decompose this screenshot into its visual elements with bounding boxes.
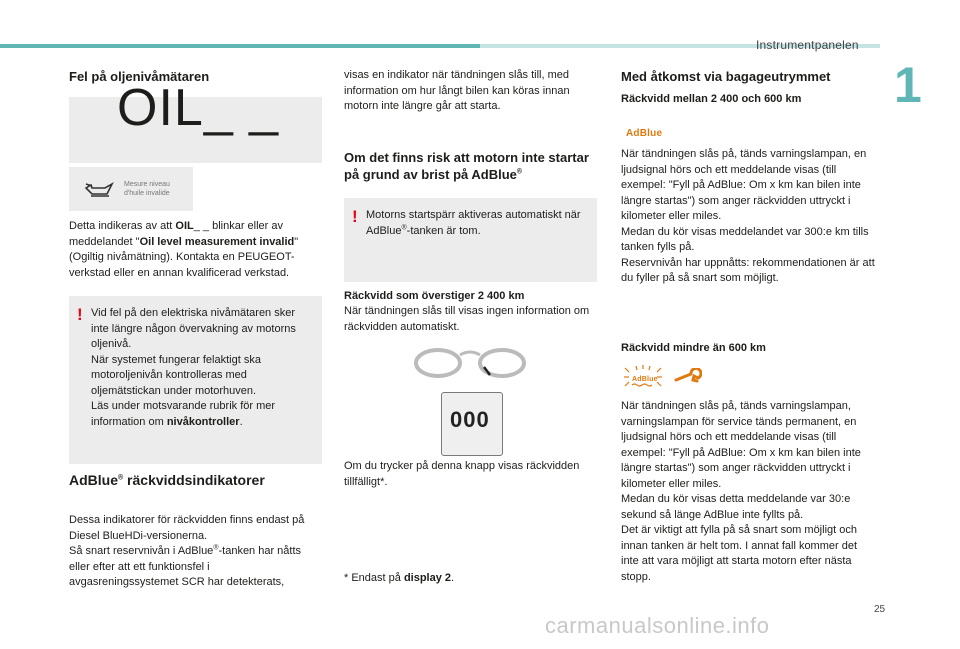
lamp-label-line1: Mesure niveau [124,181,170,188]
paragraph-no-range-info: När tändningen slås till visas ingen information om räckvidden automatiskt. [344,305,590,333]
subheading-range-under-600: Räckvidd mindre än 600 km [621,342,766,354]
paragraph-press-button: Om du trycker på denna knapp visas räckvidden tillfälligt*. [344,460,580,488]
warning-oil-text-3: Läs under motsvarande rubrik för mer information om nivåkontroller. [91,400,276,428]
paragraph-indicator-continued: visas en indikator när tändningen slås till, med information om hur långt bilen kan köras innan motorn inte längre går att starta. [344,69,570,112]
paragraph-range-under-600: När tändningen slås på, tänds varningslampan, varningslampan för service tänds permanent, en ljudsignal hörs och ett meddelande visas (till exempel: "Fyll på AdBlue: Om x km kan bilen inte längre startas") som anger räckvidden uttryckt i kilometer eller miles. Medan du kör visas detta meddelande var 30:e sekund så länge AdBlue inte fyllts på. Det är viktigt att fylla på så snart som möjligt och innan tanken är helt tom. I annat fall kommer det inte att vara möjligt att starta motorn efter nästa stopp. [621,400,861,583]
header-accent-bar [0,44,480,48]
warning-exclamation-icon: ! [77,305,83,324]
paragraph-adblue-intro: Dessa indikatorer för räckvidden finns endast på Diesel BlueHDi-versionerna. Så snart reservnivån i AdBlue®-tanken har nåtts eller efter att ett funktionsfel i avgasreningssystemet SCR har detekterats, [69,514,305,588]
subheading-range-over-2400: Räckvidd som överstiger 2 400 km [344,290,525,302]
warning-oil-text-1: Vid fel på den elektriska nivåmätaren sker inte längre någon övervakning av motorns oljenivå. [91,307,296,350]
oil-warning-lamp-panel [69,167,193,211]
lamp-label-line2: d'huile invalide [124,190,170,197]
warning-exclamation-icon: ! [352,207,358,226]
heading-engine-start-risk: Om det finns risk att motorn inte startar på grund av brist på AdBlue® [344,150,589,182]
adblue-small-label: AdBlue [632,376,658,383]
range-display-digits: 000 [450,407,490,432]
footnote-display-2: * Endast på display 2. [344,572,455,584]
oil-can-icon [83,179,115,199]
paragraph-oil-indication: Detta indikeras av att OIL_ _ blinkar eller av meddelandet "Oil level measurement invalid" (Ogiltig nivåmätning). Kontakta en PEUGEOT-verkstad eller en annan kvalificerad verkstad. [69,220,299,279]
adblue-warning-icon: AdBlue [626,128,663,139]
wrench-service-icon [674,368,702,386]
heading-oil-gauge-fault: Fel på oljenivåmätaren [69,69,210,84]
instrument-cluster-icon [410,345,530,385]
subheading-range-2400-600: Räckvidd mellan 2 400 och 600 km [621,93,802,105]
watermark-text: carmanualsonline.info [545,613,770,638]
warning-box-start-lock: ! Motorns startspärr aktiveras automatiskt när AdBlue®-tanken är tom. [344,198,597,282]
heading-trunk-access: Med åtkomst via bagageutrymmet [621,69,831,84]
range-display-button[interactable] [441,392,503,456]
oil-display-illustration [69,79,322,163]
paragraph-range-2400-600: När tändningen slås på, tänds varningslampan, en ljudsignal hörs och ett meddelande visas (till exempel: "Fyll på AdBlue: Om x km kan bilen inte längre startas") som anger räckvidden uttryckt i kilometer eller miles. Medan du kör visas meddelandet var 300:e km tills tanken fylls på. Reservnivån har uppnåtts: rekommendationen är att du fyller på så snart som möjligt. [621,148,875,284]
warning-oil-text-2: När systemet fungerar felaktigt ska motoroljenivån kontrolleras med oljemätstickan under motorhuven. [91,353,261,397]
chapter-number: 1 [894,57,922,113]
oil-display-text: OIL_ _ [117,79,280,137]
section-title: Instrumentpanelen [756,38,859,52]
warning-box-oil [69,296,322,464]
page-number: 25 [874,604,886,615]
heading-adblue-range-indicators: AdBlue® räckviddsindikatorer [69,472,265,488]
